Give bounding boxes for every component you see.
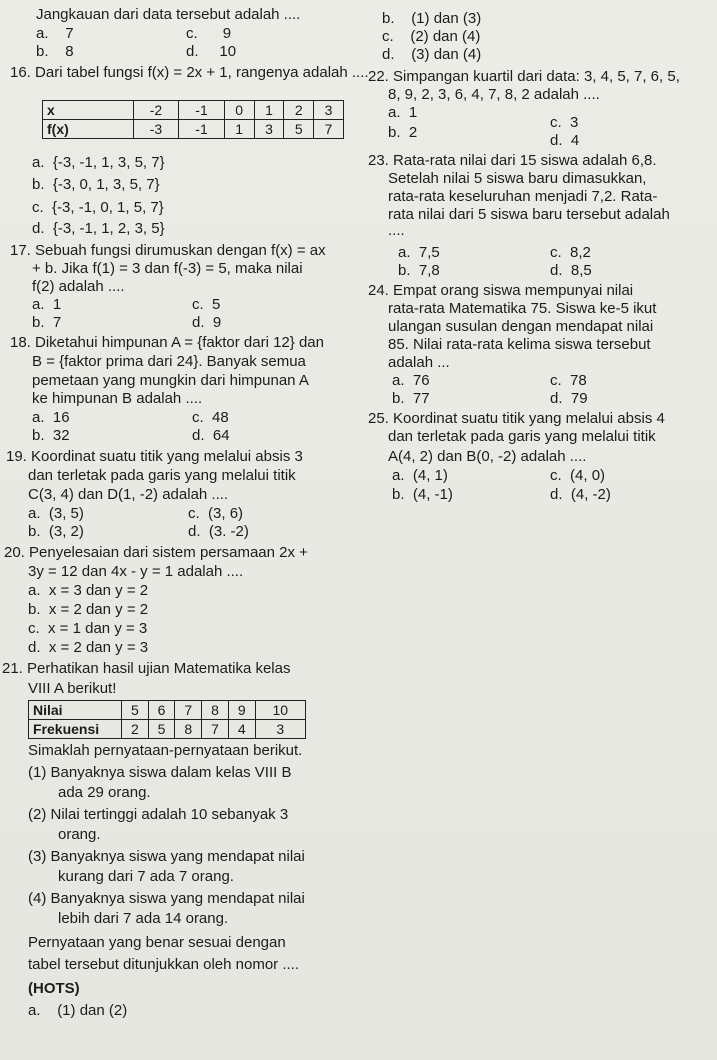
q22-line1: 22. Simpangan kuartil dari data: 3, 4, 5, 7, 6, 5, <box>368 68 680 85</box>
q23-line5: .... <box>388 222 405 239</box>
q25-line3: A(4, 2) dan B(0, -2) adalah .... <box>388 448 587 465</box>
option-d[interactable]: d. 4 <box>550 132 580 149</box>
option-d[interactable]: d. 10 <box>186 43 237 60</box>
option-b[interactable]: b. 2 <box>388 124 418 141</box>
q18-line3: pemetaan yang mungkin dari himpunan A <box>32 372 309 389</box>
option-a[interactable]: a. 7 <box>36 25 74 42</box>
q18-line1: 18. Diketahui himpunan A = {faktor dari 12} dan <box>10 334 324 351</box>
q18-line4: ke himpunan B adalah .... <box>32 390 203 407</box>
q19-line2: dan terletak pada garis yang melalui titik <box>28 467 296 484</box>
table-cell: 4 <box>228 720 255 739</box>
table-cell: 9 <box>228 701 255 720</box>
q21-line2: VIII A berikut! <box>28 680 117 697</box>
q19-line3: C(3, 4) dan D(1, -2) adalah .... <box>28 486 229 503</box>
statement-4: (4) Banyaknya siswa yang mendapat nilai <box>28 890 305 907</box>
option-b[interactable]: b. 32 <box>32 427 70 444</box>
table-cell: f(x) <box>43 120 134 139</box>
option-a[interactable]: a. 76 <box>392 372 430 389</box>
option-a[interactable]: a. (4, 1) <box>392 467 448 484</box>
option-a[interactable]: a. 7,5 <box>398 244 440 261</box>
option-d[interactable]: d. (3. -2) <box>188 523 249 540</box>
q15-intro: Jangkauan dari data tersebut adalah .... <box>36 6 301 23</box>
q23-line3: rata-rata keseluruhan menjadi 7,2. Rata- <box>388 188 658 205</box>
option-a[interactable]: a. (1) dan (2) <box>28 1002 128 1019</box>
option-b[interactable]: b. 8 <box>36 43 74 60</box>
option-a[interactable]: a. x = 3 dan y = 2 <box>28 582 149 599</box>
option-d[interactable]: d. 9 <box>192 314 222 331</box>
q25-line2: dan terletak pada garis yang melalui titik <box>388 428 656 445</box>
q22-line2: 8, 9, 2, 3, 6, 4, 7, 8, 2 adalah .... <box>388 86 600 103</box>
option-a[interactable]: a. 16 <box>32 409 70 426</box>
table-cell: 1 <box>254 101 284 120</box>
q24-line1: 24. Empat orang siswa mempunyai nilai <box>368 282 634 299</box>
option-c[interactable]: c. 3 <box>550 114 579 131</box>
statement-2: (2) Nilai tertinggi adalah 10 sebanyak 3 <box>28 806 289 823</box>
q16-function-table <box>42 100 344 139</box>
option-d[interactable]: d. x = 2 dan y = 3 <box>28 639 149 656</box>
table-cell: 0 <box>224 101 254 120</box>
option-b[interactable]: b. 77 <box>392 390 430 407</box>
q19-line1: 19. Koordinat suatu titik yang melalui absis 3 <box>6 448 303 465</box>
q21-closing-line2: tabel tersebut ditunjukkan oleh nomor .... <box>28 956 299 973</box>
q24-line3: ulangan susulan dengan mendapat nilai <box>388 318 654 335</box>
statement-1-cont: ada 29 orang. <box>58 784 151 801</box>
option-c[interactable]: c. {-3, -1, 0, 1, 5, 7} <box>32 199 164 216</box>
q21-line1: 21. Perhatikan hasil ujian Matematika kelas <box>2 660 291 677</box>
option-d[interactable]: d. (3) dan (4) <box>382 46 482 63</box>
statement-3-cont: kurang dari 7 ada 7 orang. <box>58 868 234 885</box>
option-d[interactable]: d. 8,5 <box>550 262 592 279</box>
q23-line4: rata nilai dari 5 siswa baru tersebut adalah <box>388 206 670 223</box>
table-cell: -1 <box>179 101 225 120</box>
q16-text: 16. Dari tabel fungsi f(x) = 2x + 1, rangenya adalah .... <box>10 64 369 81</box>
q17-line3: f(2) adalah .... <box>32 278 125 295</box>
table-cell: Nilai <box>29 701 122 720</box>
option-c[interactable]: c. (4, 0) <box>550 467 606 484</box>
q24-line4: 85. Nilai rata-rata kelima siswa tersebut <box>388 336 651 353</box>
table-cell: 3 <box>254 120 284 139</box>
option-b[interactable]: b. 7,8 <box>398 262 440 279</box>
option-c[interactable]: c. 48 <box>192 409 229 426</box>
statement-4-cont: lebih dari 7 ada 14 orang. <box>58 910 229 927</box>
q21-closing-line1: Pernyataan yang benar sesuai dengan <box>28 934 286 951</box>
statement-1: (1) Banyaknya siswa dalam kelas VIII B <box>28 764 292 781</box>
table-cell: 6 <box>148 701 175 720</box>
table-cell: 1 <box>224 120 254 139</box>
table-cell: 5 <box>148 720 175 739</box>
option-c[interactable]: c. 8,2 <box>550 244 591 261</box>
table-cell: 7 <box>175 701 202 720</box>
q17-line2: + b. Jika f(1) = 3 dan f(-3) = 5, maka nilai <box>32 260 303 277</box>
q25-line1: 25. Koordinat suatu titik yang melalui absis 4 <box>368 410 665 427</box>
table-cell: -2 <box>133 101 179 120</box>
option-b[interactable]: b. x = 2 dan y = 2 <box>28 601 149 618</box>
option-c[interactable]: c. (3, 6) <box>188 505 244 522</box>
option-c[interactable]: c. 78 <box>550 372 587 389</box>
option-b[interactable]: b. (1) dan (3) <box>382 10 482 27</box>
q17-line1: 17. Sebuah fungsi dirumuskan dengan f(x) = ax <box>10 242 326 259</box>
q23-line2: Setelah nilai 5 siswa baru dimasukkan, <box>388 170 647 187</box>
table-cell: 8 <box>175 720 202 739</box>
option-b[interactable]: b. (4, -1) <box>392 486 453 503</box>
q20-line2: 3y = 12 dan 4x - y = 1 adalah .... <box>28 563 244 580</box>
table-cell: 8 <box>202 701 229 720</box>
table-cell: 10 <box>255 701 305 720</box>
option-c[interactable]: c. (2) dan (4) <box>382 28 481 45</box>
option-a[interactable]: a. {-3, -1, 1, 3, 5, 7} <box>32 154 165 171</box>
table-cell: 5 <box>284 120 314 139</box>
q21-score-table <box>28 700 306 739</box>
table-cell: 3 <box>314 101 344 120</box>
table-cell: 7 <box>314 120 344 139</box>
option-b[interactable]: b. 7 <box>32 314 62 331</box>
option-a[interactable]: a. (3, 5) <box>28 505 84 522</box>
table-cell: -1 <box>179 120 225 139</box>
q20-line1: 20. Penyelesaian dari sistem persamaan 2x + <box>4 544 308 561</box>
table-cell: x <box>43 101 134 120</box>
q24-line2: rata-rata Matematika 75. Siswa ke-5 ikut <box>388 300 657 317</box>
statement-2-cont: orang. <box>58 826 101 843</box>
option-a[interactable]: a. 1 <box>388 104 418 121</box>
option-d[interactable]: d. 64 <box>192 427 230 444</box>
table-cell: -3 <box>133 120 179 139</box>
statement-3: (3) Banyaknya siswa yang mendapat nilai <box>28 848 305 865</box>
q18-line2: B = {faktor prima dari 24}. Banyak semua <box>32 353 306 370</box>
table-cell: Frekuensi <box>29 720 122 739</box>
table-cell: 5 <box>122 701 149 720</box>
table-cell: 2 <box>122 720 149 739</box>
option-c[interactable]: c. 9 <box>186 25 232 42</box>
option-a[interactable]: a. 1 <box>32 296 62 313</box>
option-c[interactable]: c. 5 <box>192 296 221 313</box>
q23-line1: 23. Rata-rata nilai dari 15 siswa adalah 6,8. <box>368 152 657 169</box>
q24-line5: adalah ... <box>388 354 450 371</box>
option-b[interactable]: b. {-3, 0, 1, 3, 5, 7} <box>32 176 160 193</box>
q21-instruction: Simaklah pernyataan-pernyataan berikut. <box>28 742 303 759</box>
option-d[interactable]: d. 79 <box>550 390 588 407</box>
table-cell: 3 <box>255 720 305 739</box>
option-c[interactable]: c. x = 1 dan y = 3 <box>28 620 148 637</box>
table-cell: 7 <box>202 720 229 739</box>
option-d[interactable]: d. {-3, -1, 1, 2, 3, 5} <box>32 220 165 237</box>
option-d[interactable]: d. (4, -2) <box>550 486 611 503</box>
option-b[interactable]: b. (3, 2) <box>28 523 84 540</box>
table-cell: 2 <box>284 101 314 120</box>
hots-tag: (HOTS) <box>28 980 80 997</box>
